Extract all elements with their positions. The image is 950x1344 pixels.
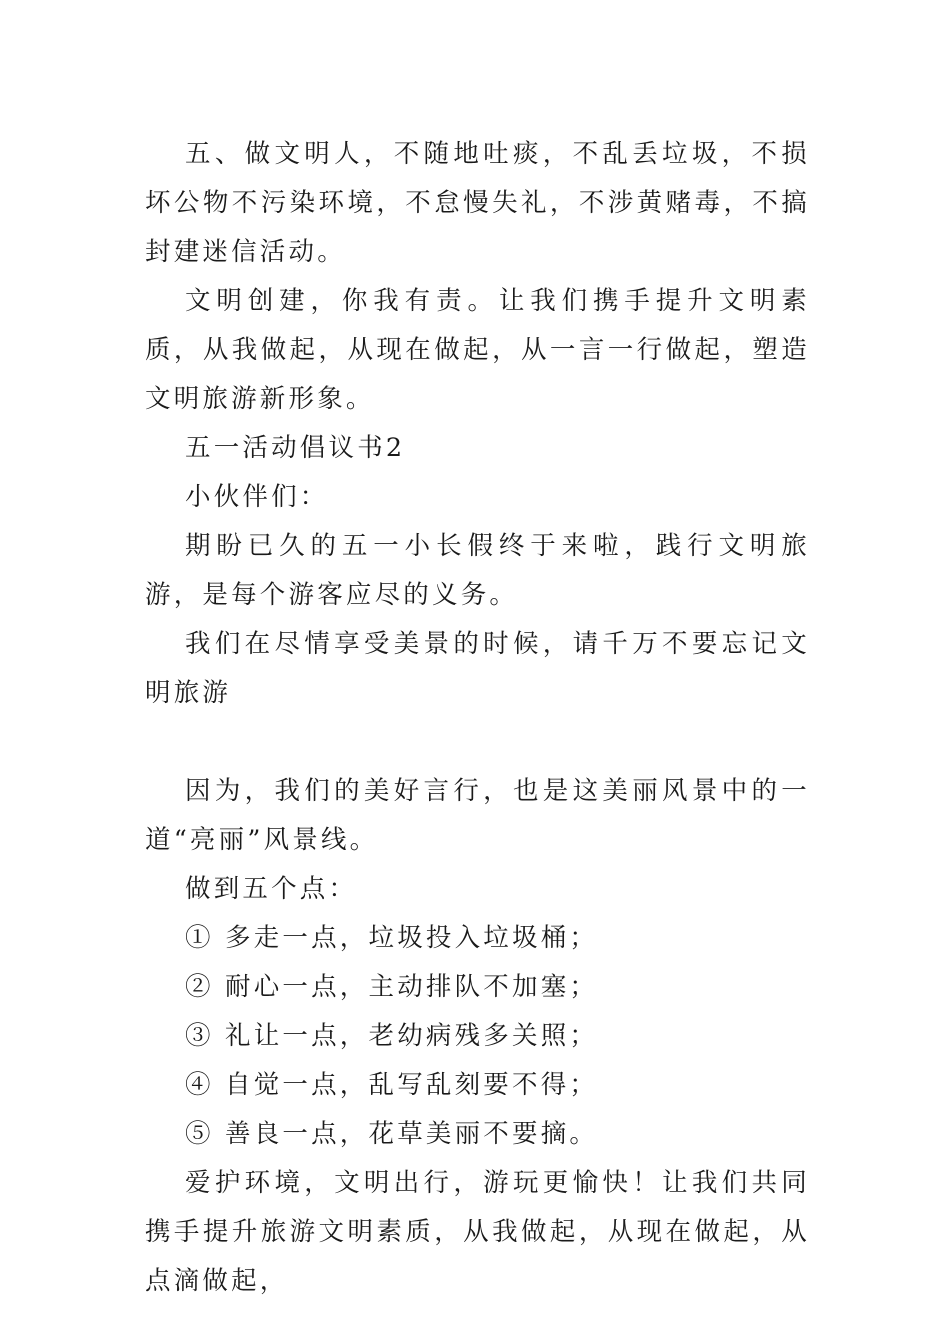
paragraph-protect-environment: 爱护环境，文明出行，游玩更愉快！让我们共同携手提升旅游文明素质，从我做起，从现在做起，从点滴做起，	[145, 1168, 810, 1296]
section-title: 五一活动倡议书2	[185, 433, 406, 463]
paragraph-long-holiday: 期盼已久的五一小长假终于来啦，践行文明旅游，是每个游客应尽的义务。	[145, 531, 810, 610]
document-body	[145, 130, 810, 1306]
paragraph-because: 因为，我们的美好言行，也是这美丽风景中的一道“亮丽”风景线。	[145, 776, 810, 855]
list-item: ⑤ 善良一点，花草美丽不要摘。	[185, 1119, 599, 1149]
list-item: ④ 自觉一点，乱写乱刻要不得；	[185, 1070, 599, 1100]
list-item: ② 耐心一点，主动排队不加塞；	[185, 972, 599, 1002]
list-item: ③ 礼让一点，老幼病残多关照；	[185, 1021, 599, 1051]
list-item: ① 多走一点，垃圾投入垃圾桶；	[185, 923, 599, 953]
paragraph-civilized-person: 五、做文明人，不随地吐痰，不乱丢垃圾，不损坏公物不污染环境，不怠慢失礼，不涉黄赌毒，不搞封建迷信活动。	[145, 139, 810, 267]
paragraph-civilization-responsibility: 文明创建，你我有责。让我们携手提升文明素质，从我做起，从现在做起，从一言一行做起，塑造文明旅游新形象。	[145, 286, 810, 414]
list-intro: 做到五个点：	[185, 874, 358, 904]
greeting: 小伙伴们：	[185, 482, 329, 512]
paragraph-enjoy-scenery: 我们在尽情享受美景的时候，请千万不要忘记文明旅游	[145, 629, 810, 708]
